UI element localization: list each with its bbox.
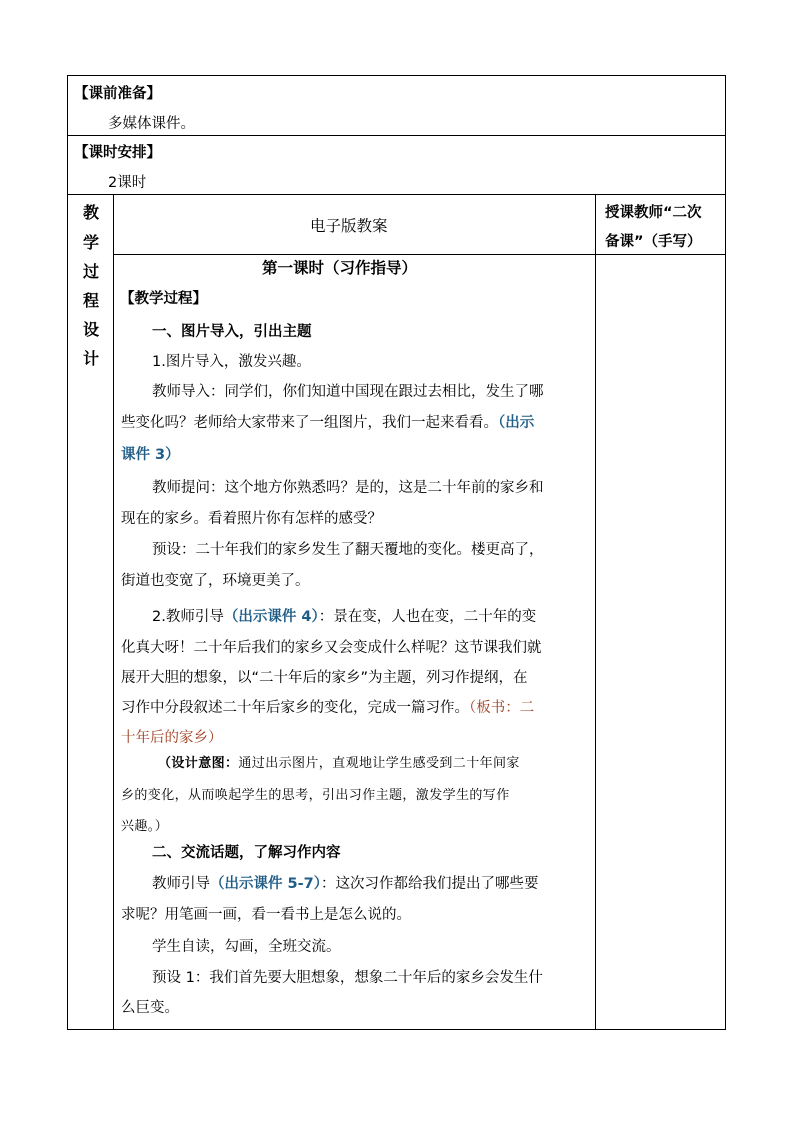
section-title: 一、图片导入，引出主题 — [152, 324, 312, 340]
prep-heading: 【课前准备】 — [74, 86, 161, 102]
paragraph: 学生自读，勾画，全班交流。 — [152, 939, 341, 955]
courseware-ref: （出示 — [498, 415, 535, 431]
paragraph — [121, 698, 534, 718]
section-title: 二、交流话题，了解习作内容 — [152, 845, 341, 861]
courseware-ref: 课件 3） — [121, 447, 180, 463]
design-intent-label: （设计意图： — [158, 756, 239, 771]
notes-column-header: 授课教师“二次 — [605, 205, 702, 221]
paragraph: 教师导入：同学们，你们知道中国现在跟过去相比，发生了哪 — [152, 384, 544, 400]
side-label-char: 设 — [82, 320, 99, 339]
side-label-char: 程 — [82, 291, 99, 310]
paragraph-text: 2.教师引导 — [152, 609, 224, 625]
paragraph: 教师提问：这个地方你熟悉吗？是的，这是二十年前的家乡和 — [152, 480, 544, 496]
row-divider — [114, 254, 726, 255]
paragraph: 求呢？用笔画一画，看一看书上是怎么说的。 — [121, 907, 411, 923]
paragraph: 现在的家乡。看着照片你有怎样的感受？ — [121, 511, 382, 527]
paragraph: 展开大胆的想象，以“二十年后的家乡”为主题，列习作提纲，在 — [121, 670, 528, 686]
paragraph-text: ：这次习作都给我们提出了哪些要 — [321, 876, 539, 892]
schedule-content: 2课时 — [108, 175, 147, 191]
schedule-heading: 【课时安排】 — [74, 145, 161, 161]
paragraph: 预设 1：我们首先要大胆想象，想象二十年后的家乡会发生什 — [152, 970, 543, 986]
side-label-char: 教 — [82, 203, 99, 222]
paragraph-text: 教师引导 — [152, 876, 210, 892]
notes-column-header: 备课”（手写） — [605, 234, 702, 250]
courseware-ref: （出示课件 4） — [223, 609, 319, 625]
board-writing-note: 十年后的家乡） — [121, 730, 223, 746]
side-label-char: 计 — [82, 349, 99, 368]
paragraph: 化真大呀！二十年后我们的家乡又会变成什么样呢？这节课我们就 — [121, 640, 542, 656]
paragraph-text: ：景在变，人也在变，二十年的变 — [318, 609, 537, 625]
paragraph: 么巨变。 — [121, 1000, 179, 1016]
paragraph — [152, 607, 536, 627]
side-label-char: 过 — [82, 262, 99, 281]
design-intent: 乡的变化，从而唤起学生的思考，引出习作主题，激发学生的写作 — [121, 788, 510, 803]
paragraph — [152, 874, 539, 894]
paragraph — [121, 413, 534, 433]
main-column-header: 电子版教案 — [310, 217, 388, 235]
design-intent: 兴趣。） — [121, 819, 169, 834]
paragraph-text: 些变化吗？老师给大家带来了一组图片，我们一起来看看。 — [121, 415, 498, 431]
paragraph: 街道也变宽了，环境更美了。 — [121, 573, 310, 589]
side-label-char: 学 — [82, 233, 99, 252]
courseware-ref: （出示课件 5-7） — [210, 876, 321, 892]
row-divider — [67, 194, 726, 195]
process-heading: 【教学过程】 — [120, 291, 207, 307]
prep-content: 多媒体课件。 — [108, 116, 195, 132]
paragraph: 1.图片导入，激发兴趣。 — [152, 354, 311, 370]
paragraph: 预设：二十年我们的家乡发生了翻天覆地的变化。楼更高了， — [152, 542, 544, 558]
design-intent-text: 通过出示图片，直观地让学生感受到二十年间家 — [238, 756, 520, 771]
row-divider — [67, 135, 726, 136]
board-writing-note: （板书：二 — [469, 700, 535, 716]
lesson-title: 第一课时（习作指导） — [262, 259, 418, 277]
column-divider — [113, 194, 114, 1030]
design-intent — [158, 754, 520, 774]
paragraph-text: 习作中分段叙述二十年后家乡的变化，完成一篇习作。 — [121, 700, 469, 716]
column-divider — [595, 194, 596, 1030]
